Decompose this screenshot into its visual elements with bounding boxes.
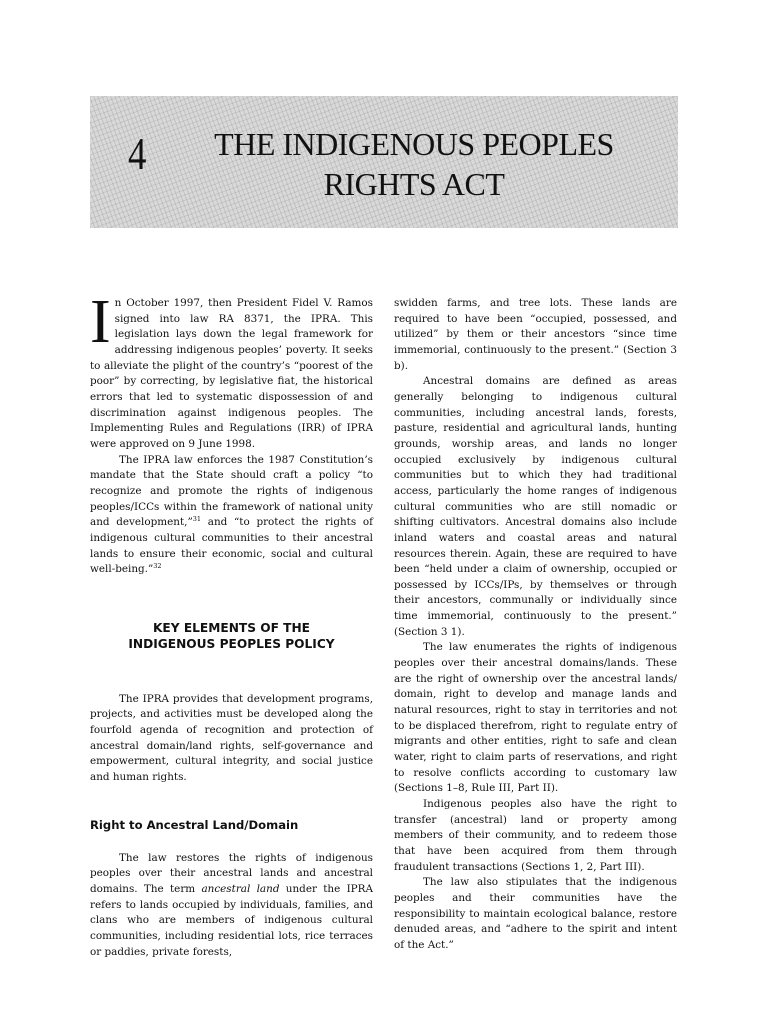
- footnote-ref-31[interactable]: 31: [192, 515, 202, 524]
- ancestral-land-term: ancestral land: [201, 883, 280, 896]
- ancestral-land-text-a: The law restores the rights of indigenous peoples over their ancestral lands and ancestral domains. The term: [90, 851, 373, 896]
- ancestral-land-text-b: under the IPRA refers to lands occupied by individuals, families, and clans who are members of indigenous cultural communities, including residential lots, rice terraces or paddies, private forests,: [90, 883, 373, 958]
- section-heading-line2: INDIGENOUS PEOPLES POLICY: [128, 636, 335, 651]
- left-column: [90, 288, 373, 960]
- continued-paragraph: swidden farms, and tree lots. These lands are required to have been “occupied, possessed, and utilized” by them or their ancestors “since time immemorial, continuously to the present.” (Section 3 b).: [394, 297, 677, 372]
- intro-text: n October 1997, then President Fidel V. Ramos signed into law RA 8371, the IPRA. This legislation lays down the legal framework for addressing indigenous peoples’ poverty. It seeks to alleviate the plight of the country’s “poorest of the poor” by correcting, by legislative fiat, the historical errors that led to systematic dispossession of and discrimination against indigenous peoples. The Implementing Rules and Regulations (IRR) of IPRA were approved on 9 June 1998.: [90, 297, 373, 450]
- section-heading: [90, 620, 373, 652]
- ancestral-land-paragraph: [90, 851, 373, 961]
- chapter-number: 4: [128, 128, 147, 179]
- ancestral-domain-paragraph: Ancestral domains are defined as areas generally belonging to indigenous cultural communities, including ancestral lands, forests, pasture, residential and agricultural lands, hunting grounds, worship areas, and lands no longer occupied exclusively by indigenous cultural communities but to which they had traditional access, particularly the home ranges of indigenous cultural communities who are still nomadic or shifting cultivators. Ancestral domains also include inland waters and coastal areas and natural resources therein. Again, these are required to have been “held under a claim of ownership, occupied or possessed by ICCs/IPs, by themselves or through their ancestors, communally or individually since time immemorial, continuously to the present.” (Section 3 1).: [394, 375, 677, 638]
- agenda-paragraph: The IPRA provides that development programs, projects, and activities must be developed along the fourfold agenda of recognition and protection of ancestral domain/land rights, self-governance and empowerment, cultural integrity, and social justice and human rights.: [90, 692, 373, 784]
- right-column: [394, 296, 677, 954]
- constitution-paragraph: [90, 453, 373, 578]
- rights-paragraph: The law enumerates the rights of indigenous peoples over their ancestral domains/lands. These are the right of ownership over the ancestral lands/ domain, right to develop and manage lands and natural resources, right to stay in territories and not to be displaced therefrom, right to regulate entry of migrants and other entities, right to safe and clean water, right to claim parts of reservations, and right to resolve conflicts according to customary law (Sections 1–8, Rule III, Part II).: [394, 641, 677, 795]
- constitution-text-a: The IPRA law enforces the 1987 Constitution’s mandate that the State should craft a policy “to recognize and promote the rights of indigenous peoples/ICCs within the framework of national unity and development,”: [90, 453, 373, 529]
- chapter-title-line2: RIGHTS ACT: [323, 166, 505, 202]
- responsibility-paragraph: The law also stipulates that the indigenous peoples and their communities have the responsibility to maintain ecological balance, restore denuded areas, and “adhere to the spirit and intent of the Act.”: [394, 876, 677, 951]
- intro-paragraph: [90, 288, 373, 453]
- chapter-title-line1: THE INDIGENOUS PEOPLES: [214, 126, 614, 162]
- drop-cap: I: [90, 288, 111, 356]
- subsection-heading: Right to Ancestral Land/Domain: [90, 817, 299, 832]
- constitution-text-b: and “to protect the rights of indigenous cultural communities to their ancestral lands to ensure their economic, social and cultural well-being.”: [90, 516, 373, 576]
- footnote-ref-32[interactable]: 32: [153, 562, 162, 571]
- transfer-paragraph: Indigenous peoples also have the right to transfer (ancestral) land or property among members of their community, and to redeem those that have been acquired from them through fraudulent transactions (Sections 1, 2, Part III).: [394, 798, 677, 873]
- section-heading-line1: KEY ELEMENTS OF THE: [152, 620, 310, 635]
- chapter-title: [200, 124, 628, 204]
